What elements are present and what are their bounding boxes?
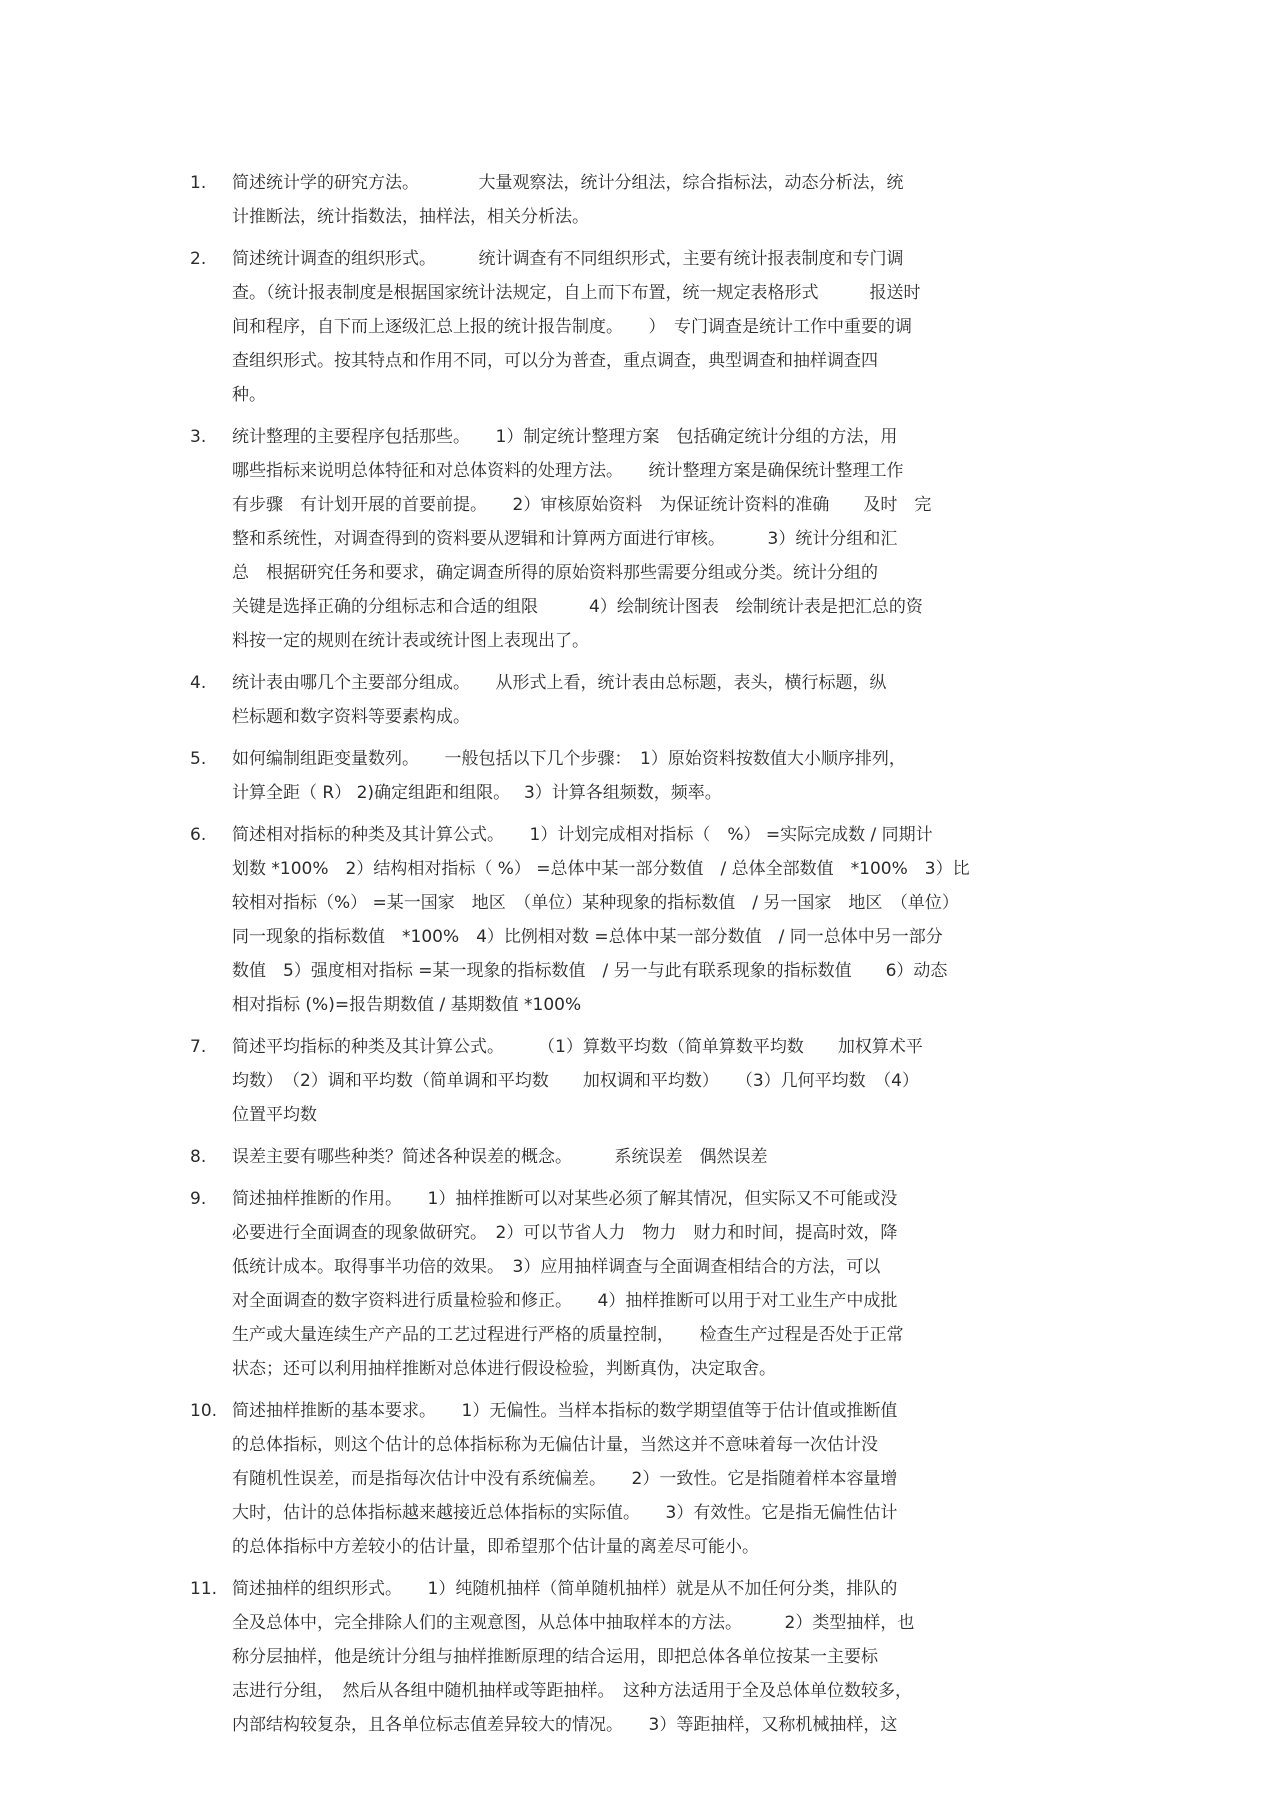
question-number: 7. xyxy=(190,1037,207,1057)
question-number: 11. xyxy=(190,1579,218,1599)
question-text-line: 简述相对指标的种类及其计算公式。 1）计划完成相对指标（ %） =实际完成数 / 同期计 xyxy=(232,825,933,845)
question-text-line: 如何编制组距变量数列。 一般包括以下几个步骤： 1）原始资料按数值大小顺序排列， xyxy=(232,749,906,769)
question-item xyxy=(190,1394,1090,1564)
question-text-line: 整和系统性，对调查得到的资料要从逻辑和计算两方面进行审核。 3）统计分组和汇 xyxy=(232,529,898,549)
question-text-line: 间和程序，自下而上逐级汇总上报的统计报告制度。 ） 专门调查是统计工作中重要的调 xyxy=(232,317,912,337)
question-number: 6. xyxy=(190,825,207,845)
question-text-line: 简述统计学的研究方法。 大量观察法，统计分组法，综合指标法，动态分析法，统 xyxy=(232,173,904,193)
question-list xyxy=(190,166,1090,1750)
question-item xyxy=(190,1140,1090,1174)
question-text-line: 相对指标 (%)=报告期数值 / 基期数值 *100% xyxy=(232,995,582,1015)
question-item xyxy=(190,1182,1090,1386)
question-text-line: 误差主要有哪些种类？简述各种误差的概念。 系统误差 偶然误差 xyxy=(232,1147,768,1167)
question-item xyxy=(190,1572,1090,1742)
question-text-line: 位置平均数 xyxy=(232,1105,317,1125)
question-text-line: 称分层抽样，他是统计分组与抽样推断原理的结合运用，即把总体各单位按某一主要标 xyxy=(232,1647,878,1667)
question-number: 3. xyxy=(190,427,207,447)
question-text-line: 有步骤 有计划开展的首要前提。 2）审核原始资料 为保证统计资料的准确 及时 完 xyxy=(232,495,932,515)
question-text-line: 低统计成本。取得事半功倍的效果。 3）应用抽样调查与全面调查相结合的方法，可以 xyxy=(232,1257,881,1277)
question-text-line: 料按一定的规则在统计表或统计图上表现出了。 xyxy=(232,631,589,651)
question-text-line: 数值 5）强度相对指标 =某一现象的指标数值 / 另一与此有联系现象的指标数值 6）动态 xyxy=(232,961,948,981)
question-item xyxy=(190,242,1090,412)
question-text-line: 均数） （2）调和平均数（简单调和平均数 加权调和平均数） （3）几何平均数 （4） xyxy=(232,1071,919,1091)
question-number: 5. xyxy=(190,749,207,769)
question-text-line: 对全面调查的数字资料进行质量检验和修正。 4）抽样推断可以用于对工业生产中成批 xyxy=(232,1291,898,1311)
question-text-line: 计推断法，统计指数法，抽样法，相关分析法。 xyxy=(232,207,589,227)
question-number: 1. xyxy=(190,173,207,193)
question-number: 2. xyxy=(190,249,207,269)
question-text-line: 总 根据研究任务和要求，确定调查所得的原始资料那些需要分组或分类。统计分组的 xyxy=(232,563,878,583)
question-text-line: 统计表由哪几个主要部分组成。 从形式上看，统计表由总标题，表头，横行标题，纵 xyxy=(232,673,887,693)
question-number: 9. xyxy=(190,1189,207,1209)
question-text-line: 必要进行全面调查的现象做研究。 2）可以节省人力 物力 财力和时间，提高时效，降 xyxy=(232,1223,898,1243)
question-number: 8. xyxy=(190,1147,207,1167)
question-number: 10. xyxy=(190,1401,218,1421)
question-item xyxy=(190,166,1090,234)
question-text-line: 状态；还可以利用抽样推断对总体进行假设检验，判断真伪，决定取舍。 xyxy=(232,1359,776,1379)
question-text-line: 种。 xyxy=(232,385,266,405)
question-text-line: 统计整理的主要程序包括那些。 1）制定统计整理方案 包括确定统计分组的方法，用 xyxy=(232,427,898,447)
question-text-line: 栏标题和数字资料等要素构成。 xyxy=(232,707,470,727)
question-text-line: 简述平均指标的种类及其计算公式。 （1）算数平均数（简单算数平均数 加权算术平 xyxy=(232,1037,923,1057)
question-text-line: 简述抽样推断的作用。 1）抽样推断可以对某些必须了解其情况，但实际又不可能或没 xyxy=(232,1189,898,1209)
question-text-line: 哪些指标来说明总体特征和对总体资料的处理方法。 统计整理方案是确保统计整理工作 xyxy=(232,461,904,481)
question-text-line: 查组织形式。按其特点和作用不同，可以分为普查，重点调查，典型调查和抽样调查四 xyxy=(232,351,878,371)
question-number: 4. xyxy=(190,673,207,693)
question-text-line: 有随机性误差，而是指每次估计中没有系统偏差。 2）一致性。它是指随着样本容量增 xyxy=(232,1469,898,1489)
question-text-line: 全及总体中，完全排除人们的主观意图，从总体中抽取样本的方法。 2）类型抽样，也 xyxy=(232,1613,915,1633)
question-item xyxy=(190,818,1090,1022)
question-text-line: 大时，估计的总体指标越来越接近总体指标的实际值。 3）有效性。它是指无偏性估计 xyxy=(232,1503,898,1523)
question-text-line: 划数 *100% 2）结构相对指标（ %） =总体中某一部分数值 / 总体全部数值 *100% 3）比 xyxy=(232,859,970,879)
question-text-line: 内部结构较复杂，且各单位标志值差异较大的情况。 3）等距抽样，又称机械抽样，这 xyxy=(232,1715,898,1735)
question-text-line: 较相对指标（%） =某一国家 地区 （单位）某种现象的指标数值 / 另一国家 地区 （单位） xyxy=(232,893,959,913)
question-item xyxy=(190,1030,1090,1132)
question-text-line: 志进行分组， 然后从各组中随机抽样或等距抽样。 这种方法适用于全及总体单位数较多， xyxy=(232,1681,912,1701)
question-text-line: 同一现象的指标数值 *100% 4）比例相对数 =总体中某一部分数值 / 同一总体中另一部分 xyxy=(232,927,943,947)
question-item xyxy=(190,666,1090,734)
question-text-line: 简述抽样推断的基本要求。 1）无偏性。当样本指标的数学期望值等于估计值或推断值 xyxy=(232,1401,898,1421)
question-text-line: 关键是选择正确的分组标志和合适的组限 4）绘制统计图表 绘制统计表是把汇总的资 xyxy=(232,597,923,617)
question-text-line: 计算全距（ R） 2)确定组距和组限。 3）计算各组频数，频率。 xyxy=(232,783,722,803)
question-item xyxy=(190,420,1090,658)
question-item xyxy=(190,742,1090,810)
question-text-line: 简述抽样的组织形式。 1）纯随机抽样（简单随机抽样）就是从不加任何分类，排队的 xyxy=(232,1579,898,1599)
question-text-line: 查。（统计报表制度是根据国家统计法规定，自上而下布置，统一规定表格形式 报送时 xyxy=(232,283,921,303)
question-text-line: 的总体指标中方差较小的估计量，即希望那个估计量的离差尽可能小。 xyxy=(232,1537,759,1557)
question-text-line: 生产或大量连续生产产品的工艺过程进行严格的质量控制， 检查生产过程是否处于正常 xyxy=(232,1325,904,1345)
question-text-line: 简述统计调查的组织形式。 统计调查有不同组织形式，主要有统计报表制度和专门调 xyxy=(232,249,904,269)
question-text-line: 的总体指标，则这个估计的总体指标称为无偏估计量，当然这并不意味着每一次估计没 xyxy=(232,1435,878,1455)
